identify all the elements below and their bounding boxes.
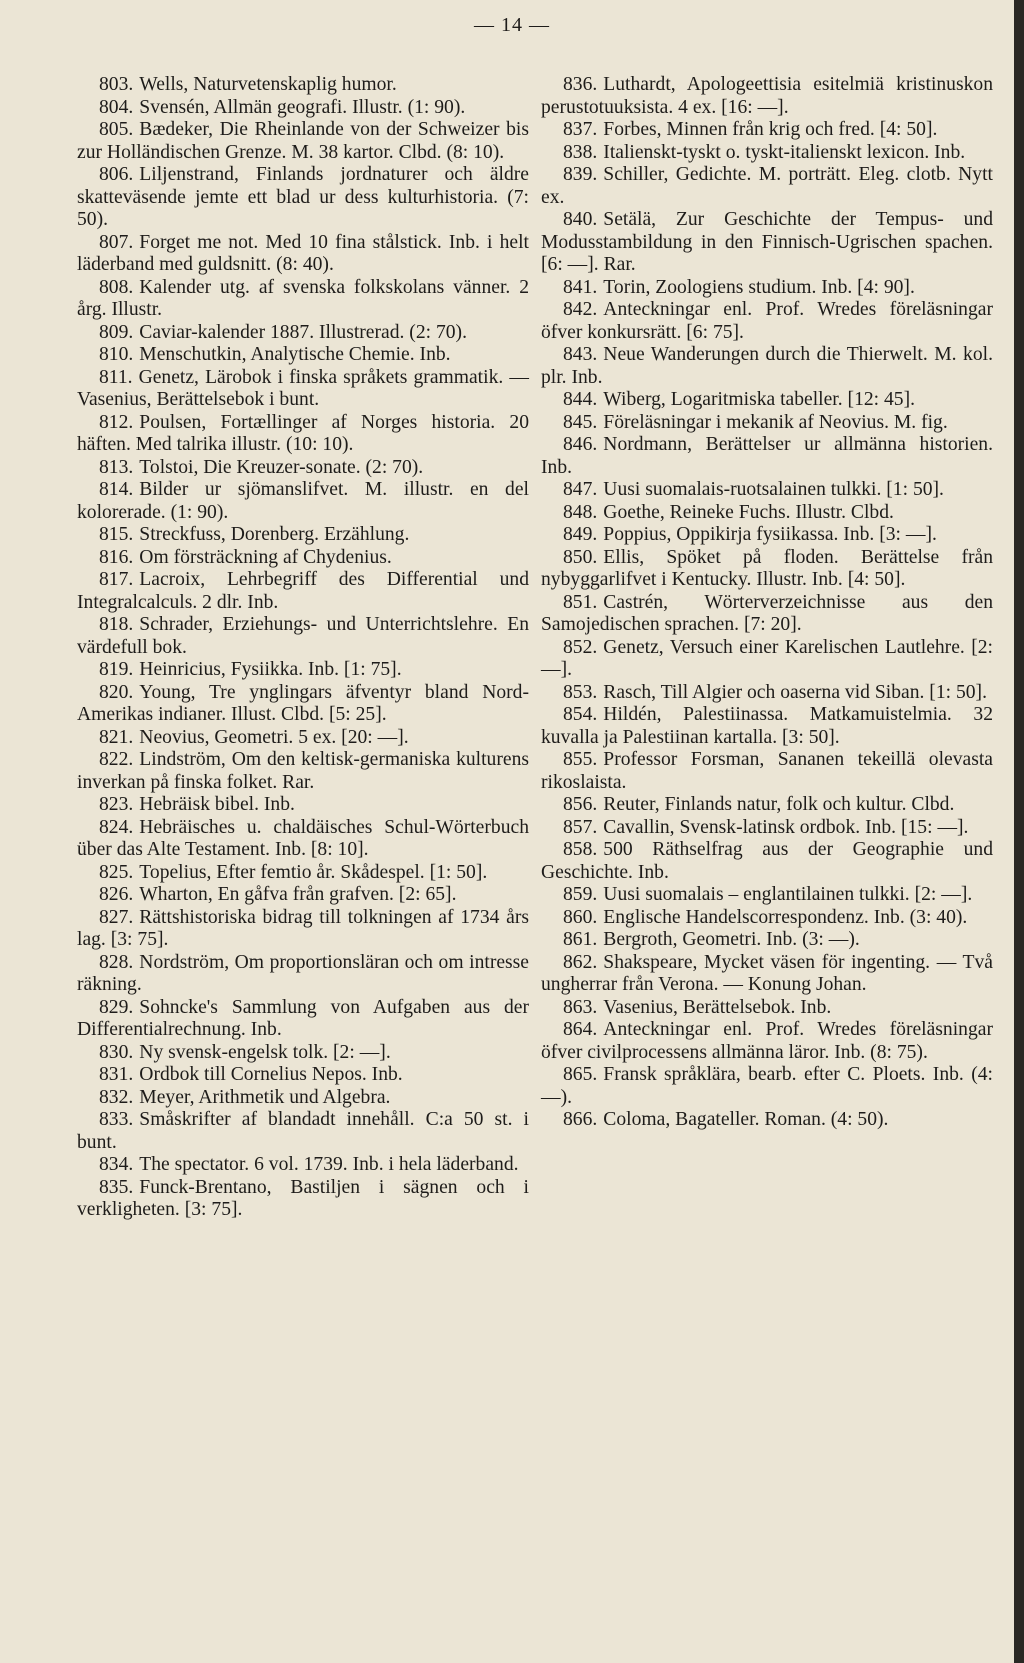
entry-number: 850. <box>563 546 598 568</box>
entry-text: Forbes, Minnen från krig och fred. [4: 50]. <box>603 119 938 140</box>
entry-number: 852. <box>563 636 598 658</box>
entry-text: Ny svensk-engelsk tolk. [2: —]. <box>139 1041 391 1063</box>
entry-text: Cavallin, Svensk-latinsk ordbok. Inb. [15: —]. <box>603 816 969 838</box>
entry-text: Föreläsningar i mekanik af Neovius. M. fig. <box>603 411 948 433</box>
entry-number: 855. <box>563 749 598 770</box>
entry-number: 814. <box>99 479 134 500</box>
catalog-entry <box>77 344 529 367</box>
entry-number: 849. <box>563 524 598 545</box>
entry-number: 821. <box>99 726 134 748</box>
entry-text: Reuter, Finlands natur, folk och kultur. Clbd. <box>603 794 955 815</box>
entry-number: 835. <box>99 1176 134 1198</box>
entry-text: Nordström, Om proportionsläran och om intresse räkning. <box>77 951 529 995</box>
entry-number: 804. <box>99 96 134 118</box>
catalog-entry <box>77 1177 529 1222</box>
entry-text: Bilder ur sjömanslifvet. M. illustr. en del kolorerade. (1: 90). <box>77 479 529 523</box>
entry-text: Anteckningar enl. Prof. Wredes föreläsningar öfver civilprocessens allmänna läror. Inb. (8: 75). <box>541 1019 993 1063</box>
entry-number: 816. <box>99 546 134 568</box>
entry-text: Ellis, Spöket på floden. Berättelse från nybyggarlifvet i Kentucky. Illustr. Inb. [4: 50]. <box>541 546 993 590</box>
entry-text: Hebräisches u. chaldäisches Schul-Wörterbuch über das Alte Testament. Inb. [8: 10]. <box>77 816 529 860</box>
entry-number: 843. <box>563 344 598 365</box>
entry-text: Heinricius, Fysiikka. Inb. [1: 75]. <box>139 659 402 680</box>
catalog-entry <box>77 479 529 524</box>
catalog-entry <box>77 164 529 232</box>
catalog-entry <box>77 749 529 794</box>
entry-number: 853. <box>563 681 598 703</box>
entry-text: Forget me not. Med 10 fina stålstick. Inb. i helt läderband med guldsnitt. (8: 40). <box>77 231 529 275</box>
entry-number: 857. <box>563 816 598 838</box>
catalog-entry <box>541 817 993 840</box>
catalog-entry <box>77 547 529 570</box>
catalog-entry <box>77 614 529 659</box>
entry-text: Poppius, Oppikirja fysiikassa. Inb. [3: —]. <box>603 524 937 545</box>
entry-number: 856. <box>563 794 598 815</box>
catalog-entry <box>77 569 529 614</box>
entry-number: 826. <box>99 884 134 905</box>
entry-text: Neue Wanderungen durch die Thierwelt. M. kol. plr. Inb. <box>541 344 993 388</box>
catalog-entry <box>541 637 993 682</box>
catalog-entry <box>541 1109 993 1132</box>
entry-number: 817. <box>99 569 134 590</box>
catalog-entry <box>541 907 993 930</box>
catalog-entry <box>77 1042 529 1065</box>
catalog-entry <box>77 277 529 322</box>
entry-number: 839. <box>563 164 598 185</box>
entry-number: 819. <box>99 659 134 680</box>
catalog-entry <box>541 794 993 817</box>
catalog-entry <box>541 74 993 119</box>
entry-number: 859. <box>563 884 598 905</box>
entry-text: The spectator. 6 vol. 1739. Inb. i hela läderband. <box>139 1154 519 1175</box>
entry-text: Kalender utg. af svenska folkskolans vänner. 2 årg. Illustr. <box>77 276 529 320</box>
entry-text: Menschutkin, Analytische Chemie. Inb. <box>139 344 451 365</box>
entry-text: Wells, Naturvetenskaplig humor. <box>139 74 397 95</box>
entry-text: Schrader, Erziehungs- und Unterrichtslehre. En värdefull bok. <box>77 614 529 658</box>
entry-number: 832. <box>99 1086 134 1108</box>
catalog-entry <box>77 1109 529 1154</box>
entry-number: 858. <box>563 839 598 860</box>
catalog-entry <box>77 367 529 412</box>
catalog-entry <box>77 97 529 120</box>
entry-number: 811. <box>99 366 133 388</box>
entry-text: Shakspeare, Mycket väsen för ingenting. — Två ungherrar från Verona. — Konung Johan. <box>541 951 993 995</box>
entry-number: 820. <box>99 681 134 703</box>
catalog-entry <box>541 839 993 884</box>
catalog-entry <box>541 682 993 705</box>
entry-text: Bædeker, Die Rheinlande von der Schweizer bis zur Holländischen Grenze. M. 38 kartor. Clbd. (8: 10). <box>77 119 529 163</box>
entry-text: Meyer, Arithmetik und Algebra. <box>139 1086 391 1108</box>
catalog-entry <box>77 884 529 907</box>
entry-text: Torin, Zoologiens studium. Inb. [4: 90]. <box>603 276 915 298</box>
catalog-entry <box>541 547 993 592</box>
entry-text: Nordmann, Berättelser ur allmänna historien. Inb. <box>541 434 993 478</box>
entry-number: 846. <box>563 434 598 455</box>
catalog-entry <box>77 119 529 164</box>
catalog-entry <box>541 929 993 952</box>
entry-text: Caviar-kalender 1887. Illustrerad. (2: 70). <box>139 321 467 343</box>
entry-number: 847. <box>563 479 598 500</box>
entry-number: 860. <box>563 906 598 928</box>
entry-number: 834. <box>99 1154 134 1175</box>
entry-text: Tolstoi, Die Kreuzer-sonate. (2: 70). <box>139 456 424 478</box>
catalog-entry <box>541 434 993 479</box>
catalog-entry <box>541 704 993 749</box>
catalog-entry <box>77 794 529 817</box>
entry-text: Småskrifter af blandadt innehåll. C:a 50 st. i bunt. <box>77 1109 529 1153</box>
entry-number: 807. <box>99 231 134 253</box>
catalog-entry <box>541 142 993 165</box>
page-number: — 14 — <box>474 14 550 36</box>
entry-text: Fransk språklära, bearb. efter C. Ploets. Inb. (4: —). <box>541 1064 993 1108</box>
catalog-entry <box>77 1087 529 1110</box>
catalog-entry <box>541 1019 993 1064</box>
catalog-entry <box>541 524 993 547</box>
catalog-entry <box>541 164 993 209</box>
entry-text: Schiller, Gedichte. M. porträtt. Eleg. clotb. Nytt ex. <box>541 164 993 208</box>
catalog-entry <box>541 884 993 907</box>
entry-number: 845. <box>563 411 598 433</box>
entry-number: 828. <box>99 951 134 973</box>
entry-number: 865. <box>563 1064 598 1085</box>
entry-number: 863. <box>563 996 598 1018</box>
entry-text: Om försträckning af Chydenius. <box>139 546 392 568</box>
catalog-entry <box>541 119 993 142</box>
entry-number: 806. <box>99 164 134 185</box>
catalog-entry <box>541 277 993 300</box>
entry-text: Uusi suomalais-ruotsalainen tulkki. [1: 50]. <box>603 479 944 500</box>
catalog-entry <box>541 997 993 1020</box>
entry-number: 824. <box>99 816 134 838</box>
catalog-entry <box>541 952 993 997</box>
entry-text: Funck-Brentano, Bastiljen i sägnen och i verkligheten. [3: 75]. <box>77 1176 529 1220</box>
entry-text: Luthardt, Apologeettisia esitelmiä kristinuskon perustotuuksista. 4 ex. [16: —]. <box>541 74 993 118</box>
entry-text: Coloma, Bagateller. Roman. (4: 50). <box>603 1109 889 1130</box>
catalog-entry <box>541 749 993 794</box>
entry-number: 812. <box>99 411 134 433</box>
catalog-entry <box>77 952 529 997</box>
entry-text: Svensén, Allmän geografi. Illustr. (1: 90). <box>139 96 466 118</box>
entry-number: 825. <box>99 861 134 883</box>
entry-text: 500 Räthselfrag aus der Geographie und Geschichte. Inb. <box>541 839 993 883</box>
entry-text: Streckfuss, Dorenberg. Erzählung. <box>139 524 410 545</box>
entry-number: 823. <box>99 794 134 815</box>
entry-text: Young, Tre ynglingars äfventyr bland Nord-Amerikas indianer. Illust. Clbd. [5: 25]. <box>77 681 529 725</box>
entry-text: Rättshistoriska bidrag till tolkningen af 1734 års lag. [3: 75]. <box>77 906 529 950</box>
catalog-entry <box>77 862 529 885</box>
catalog-entry <box>541 344 993 389</box>
entry-text: Uusi suomalais – englantilainen tulkki. [2: —]. <box>603 884 973 905</box>
entry-number: 836. <box>563 74 598 95</box>
catalog-entry <box>77 727 529 750</box>
catalog-entry <box>77 524 529 547</box>
entry-number: 808. <box>99 276 134 298</box>
catalog-entry <box>77 232 529 277</box>
catalog-entry <box>541 389 993 412</box>
catalog-entry <box>77 322 529 345</box>
entry-text: Poulsen, Fortællinger af Norges historia. 20 häften. Med talrika illustr. (10: 10). <box>77 411 529 455</box>
entry-text: Genetz, Lärobok i finska språkets grammatik. — Vasenius, Berättelsebok i bunt. <box>77 366 529 410</box>
right-column <box>541 74 993 1132</box>
entry-number: 809. <box>99 321 134 343</box>
entry-text: Anteckningar enl. Prof. Wredes föreläsningar öfver konkursrätt. [6: 75]. <box>541 299 993 343</box>
entry-text: Englische Handelscorrespondenz. Inb. (3: 40). <box>603 906 968 928</box>
entry-text: Rasch, Till Algier och oaserna vid Siban. [1: 50]. <box>603 681 987 703</box>
catalog-entry <box>541 299 993 344</box>
catalog-entry <box>77 682 529 727</box>
catalog-entry <box>541 412 993 435</box>
entry-text: Liljenstrand, Finlands jordnaturer och äldre skatteväsende jemte ett blad ur dess kulturhistoria. (7: 50). <box>77 164 529 230</box>
catalog-entry <box>541 209 993 277</box>
entry-number: 827. <box>99 906 134 928</box>
catalog-entry <box>541 592 993 637</box>
entry-text: Hildén, Palestiinassa. Matkamuistelmia. 32 kuvalla ja Palestiinan kartalla. [3: 50]. <box>541 704 993 748</box>
entry-text: Genetz, Versuch einer Karelischen Lautlehre. [2: —]. <box>541 636 993 680</box>
entry-number: 838. <box>563 141 598 163</box>
catalog-entry <box>77 1064 529 1087</box>
entry-text: Professor Forsman, Sananen tekeillä olevasta rikoslaista. <box>541 749 993 793</box>
catalog-entry <box>541 479 993 502</box>
catalog-entry <box>541 502 993 525</box>
entry-number: 842. <box>563 299 598 320</box>
entry-text: Lindström, Om den keltisk-germaniska kulturens inverkan på finska folket. Rar. <box>77 749 529 793</box>
entry-number: 851. <box>563 591 598 613</box>
entry-number: 822. <box>99 749 134 770</box>
entry-number: 831. <box>99 1064 134 1085</box>
left-column <box>77 74 529 1222</box>
entry-number: 840. <box>563 209 598 230</box>
entry-number: 844. <box>563 389 598 410</box>
entry-number: 818. <box>99 614 134 635</box>
entry-number: 803. <box>99 74 134 95</box>
entry-text: Neovius, Geometri. 5 ex. [20: —]. <box>139 726 409 748</box>
catalog-entry <box>77 997 529 1042</box>
entry-number: 841. <box>563 276 598 298</box>
entry-text: Vasenius, Berättelsebok. Inb. <box>603 996 832 1018</box>
catalog-entry <box>77 659 529 682</box>
entry-text: Wharton, En gåfva från grafven. [2: 65]. <box>139 884 457 905</box>
entry-number: 837. <box>563 119 598 140</box>
entry-text: Setälä, Zur Geschichte der Tempus- und Modusstambildung in den Finnisch-Ugrischen spachen. [6: —]. Rar. <box>541 209 993 275</box>
catalog-entry <box>77 457 529 480</box>
catalog-entry <box>77 412 529 457</box>
entry-number: 861. <box>563 929 598 950</box>
entry-number: 830. <box>99 1041 134 1063</box>
catalog-entry <box>77 74 529 97</box>
catalog-entry <box>77 907 529 952</box>
entry-text: Castrén, Wörterverzeichnisse aus den Samojedischen sprachen. [7: 20]. <box>541 591 993 635</box>
page-edge <box>1014 0 1024 1663</box>
entry-number: 854. <box>563 704 598 725</box>
entry-number: 829. <box>99 996 134 1018</box>
entry-number: 805. <box>99 119 134 140</box>
catalog-entry <box>541 1064 993 1109</box>
entry-text: Ordbok till Cornelius Nepos. Inb. <box>139 1064 403 1085</box>
entry-number: 833. <box>99 1109 134 1130</box>
entry-text: Bergroth, Geometri. Inb. (3: —). <box>603 929 860 950</box>
entry-text: Wiberg, Logaritmiska tabeller. [12: 45]. <box>603 389 916 410</box>
entry-text: Lacroix, Lehrbegriff des Differential und Integralcalculs. 2 dlr. Inb. <box>77 569 529 613</box>
entry-number: 866. <box>563 1109 598 1130</box>
entry-text: Topelius, Efter femtio år. Skådespel. [1: 50]. <box>139 861 488 883</box>
entry-text: Goethe, Reineke Fuchs. Illustr. Clbd. <box>603 501 894 523</box>
entry-number: 815. <box>99 524 134 545</box>
entry-number: 813. <box>99 456 134 478</box>
entry-number: 810. <box>99 344 134 365</box>
catalog-entry <box>77 1154 529 1177</box>
entry-text: Sohncke's Sammlung von Aufgaben aus der Differentialrechnung. Inb. <box>77 996 529 1040</box>
entry-number: 864. <box>563 1019 598 1040</box>
entry-text: Italienskt-tyskt o. tyskt-italienskt lexicon. Inb. <box>603 141 966 163</box>
entry-number: 862. <box>563 951 598 973</box>
entry-text: Hebräisk bibel. Inb. <box>139 794 295 815</box>
entry-number: 848. <box>563 501 598 523</box>
catalog-entry <box>77 817 529 862</box>
